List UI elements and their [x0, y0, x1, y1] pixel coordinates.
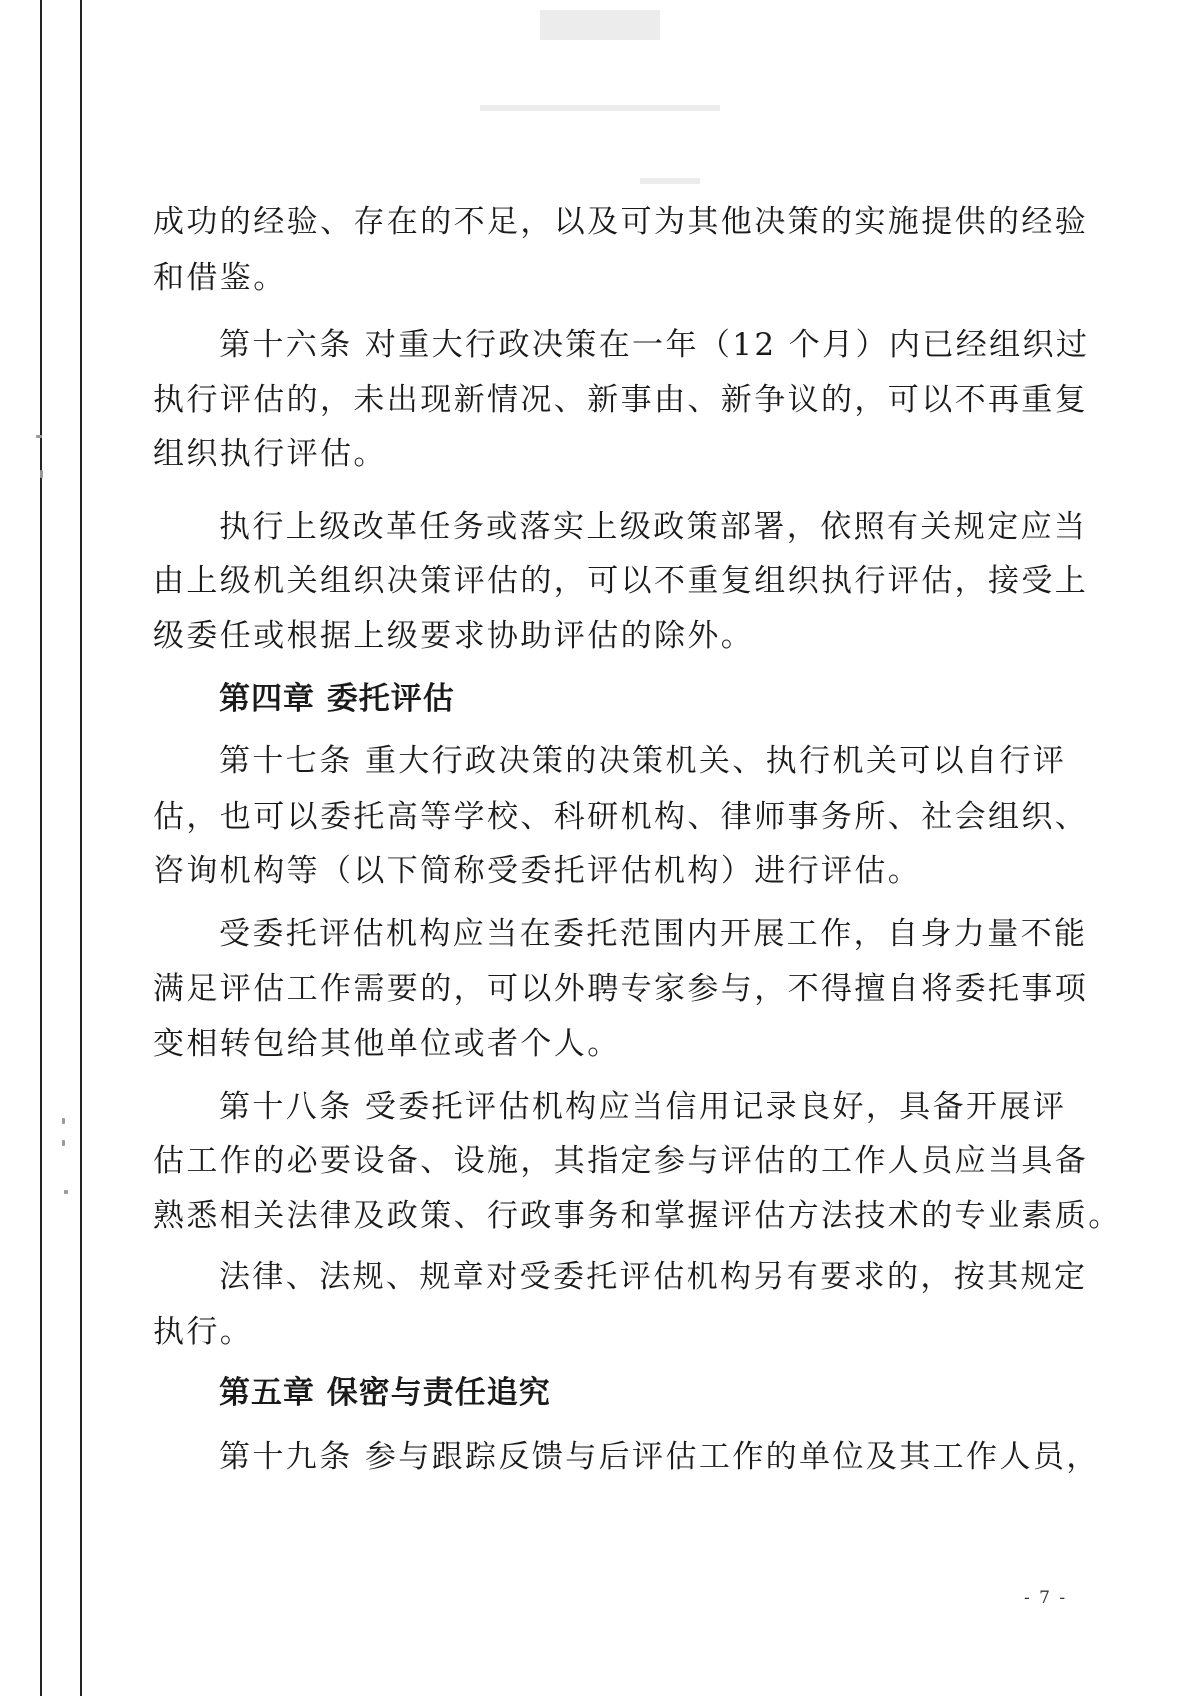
binding-line-inner	[80, 0, 82, 1696]
article-19-line: 第十九条 参与跟踪反馈与后评估工作的单位及其工作人员，	[219, 1439, 1100, 1475]
paragraph-line: 咨询机构等（以下简称受委托评估机构）进行评估。	[153, 853, 922, 889]
paragraph-line: 熟悉相关法律及政策、行政事务和掌握评估方法技术的专业素质。	[153, 1198, 1122, 1234]
scan-mark	[64, 1190, 68, 1194]
article-16-line: 第十六条 对重大行政决策在一年（12 个月）内已经组织过	[219, 327, 1090, 363]
bleed-through-mark	[640, 178, 700, 184]
scan-mark	[36, 435, 42, 438]
chapter-4-heading: 第四章 委托评估	[219, 681, 455, 717]
paragraph-line: 组织执行评估。	[153, 436, 387, 472]
paragraph-line: 由上级机关组织决策评估的，可以不重复组织执行评估，接受上	[153, 563, 1089, 599]
bleed-through-mark	[540, 10, 660, 40]
paragraph-line: 执行评估的，未出现新情况、新事由、新争议的，可以不再重复	[153, 382, 1089, 418]
paragraph-line: 受委托评估机构应当在委托范围内开展工作，自身力量不能	[219, 916, 1088, 952]
scan-mark	[62, 1118, 65, 1124]
paragraph-line: 估工作的必要设备、设施，其指定参与评估的工作人员应当具备	[153, 1143, 1089, 1179]
paragraph-line: 成功的经验、存在的不足，以及可为其他决策的实施提供的经验	[153, 204, 1089, 240]
chapter-5-heading: 第五章 保密与责任追究	[219, 1375, 551, 1411]
scan-mark	[62, 1140, 65, 1146]
paragraph-line: 满足评估工作需要的，可以外聘专家参与，不得擅自将委托事项	[153, 971, 1089, 1007]
paragraph-line: 执行上级改革任务或落实上级政策部署，依照有关规定应当	[219, 509, 1088, 545]
paragraph-line: 级委任或根据上级要求协助评估的除外。	[153, 618, 755, 654]
paragraph-line: 变相转包给其他单位或者个人。	[153, 1026, 621, 1062]
article-17-line: 第十七条 重大行政决策的决策机关、执行机关可以自行评	[219, 743, 1067, 779]
page-number: - 7 -	[1024, 1588, 1068, 1608]
binding-line-outer	[40, 0, 42, 1696]
bleed-through-mark	[480, 105, 720, 111]
paragraph-line: 法律、法规、规章对受委托评估机构另有要求的，按其规定	[219, 1259, 1088, 1295]
paragraph-line: 执行。	[153, 1314, 254, 1350]
paragraph-line: 估，也可以委托高等学校、科研机构、律师事务所、社会组织、	[153, 799, 1089, 835]
paragraph-line: 和借鉴。	[153, 260, 287, 296]
scan-mark	[40, 470, 43, 478]
article-18-line: 第十八条 受委托评估机构应当信用记录良好，具备开展评	[219, 1089, 1067, 1125]
